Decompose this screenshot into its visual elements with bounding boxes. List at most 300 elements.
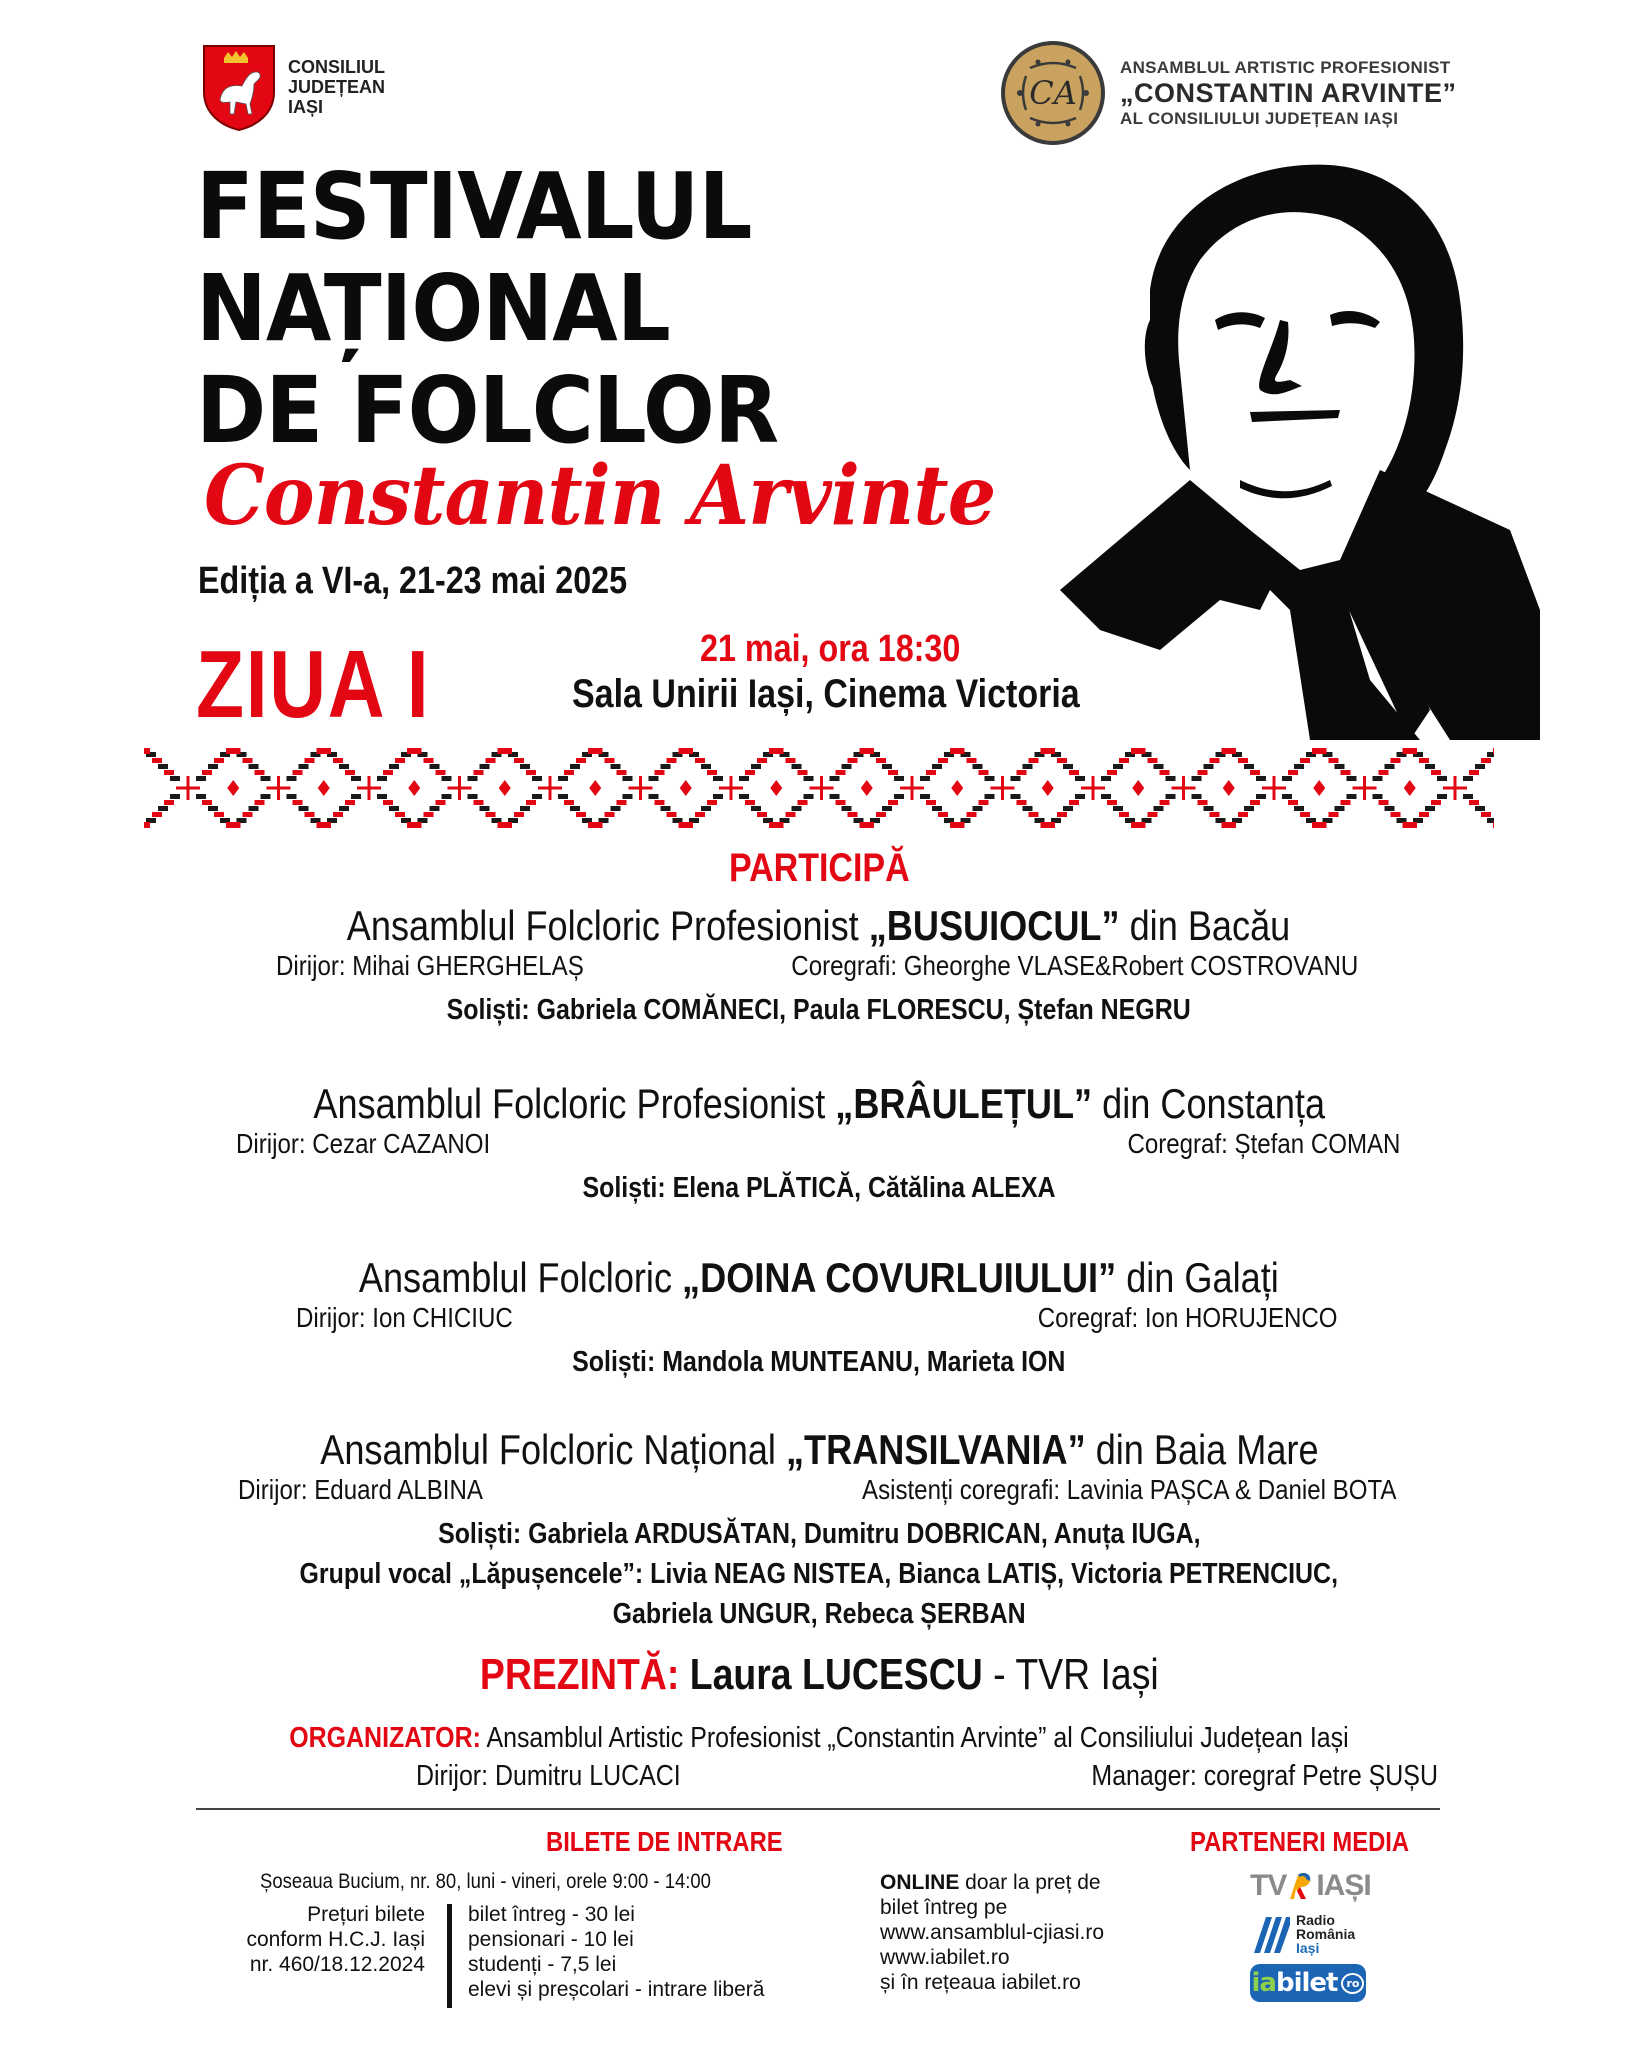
ornament-block [333,758,343,763]
ornament-star-motif [1319,748,1411,828]
folk-ornament-band [144,746,1494,830]
ornament-leaf [1228,822,1236,828]
ornament-diamond [861,780,873,796]
ornament-block [480,806,490,811]
ornament-leaf [1319,748,1327,754]
tickets-heading: BILETE DE INTRARE [546,1826,783,1857]
ornament-leaf [595,822,603,828]
ornament-block [695,758,705,763]
ornament-leaf [1493,748,1494,754]
ornament-block [1294,764,1304,769]
ornament-cross [458,776,461,800]
ornament-block [830,776,840,781]
ornament-block [345,770,355,775]
ornament-block [967,812,977,817]
ornament-star-motif [1228,748,1320,828]
ornament-leaf [957,822,965,828]
ornament-star-motif [323,748,415,828]
ornament-block [667,812,677,817]
ornament-block [436,770,446,775]
choreographer: Coregraf: Ion HORUJENCO [1038,1302,1338,1333]
ornament-cross [730,776,733,800]
ornament-star-motif [1138,748,1230,828]
ornament-leaf [1138,822,1146,828]
ornament-block [739,794,749,799]
ornament-block [377,794,387,799]
ornament-diamond [1132,780,1144,796]
ornament-leaf [323,748,331,754]
ornament-block [1154,806,1164,811]
conductor: Dirijor: Mihai GHERGHELAȘ [276,950,584,981]
ornament-block [920,794,930,799]
ornament-block [1385,806,1395,811]
ornament-block [287,776,297,781]
ensemble-title: Ansamblul Folcloric Național „TRANSILVANIA” din Baia Mare [319,1426,1319,1473]
price-reference: Prețuri bilete conform H.C.J. Iași nr. 460/18.12.2024 [246,1903,425,1976]
ornament-cross [1273,776,1276,800]
ornament-block [532,794,542,799]
ornament-block [424,758,434,763]
ornament-block [836,770,846,775]
ornament-block [474,800,484,805]
price-item: bilet întreg - 30 lei [468,1903,635,1926]
ornament-leaf [414,748,422,754]
ornament-block [1425,764,1435,769]
council-name: CONSILIUL JUDEȚEAN IAȘI [288,57,386,117]
ornament-block [932,806,942,811]
ornament-block [287,794,297,799]
ornament-block [894,794,904,799]
ornament-block [514,758,524,763]
ornament-block [1238,758,1248,763]
ornament-block [1256,776,1266,781]
ornament-diamond [318,780,330,796]
ornament-block [1419,758,1429,763]
ornament-star-motif [414,748,506,828]
ornament-block [1113,764,1123,769]
ornament-block [1282,776,1292,781]
ornament-star-motif [1409,748,1494,828]
ornament-block [1069,770,1079,775]
ornament-block [792,806,802,811]
ornament-diamond [1313,780,1325,796]
ornament-block [351,776,361,781]
ornament-block [383,800,393,805]
ornament-block [214,812,224,817]
ornament-block [1250,800,1260,805]
ornament-block [617,770,627,775]
ornament-leaf [685,822,693,828]
ornament-block [202,800,212,805]
ornament-block [894,776,904,781]
ornament-block [842,806,852,811]
ornament-block [1481,758,1491,763]
ornament-block [1379,770,1389,775]
ensemble-roles [0,950,1638,990]
ornament-block [842,764,852,769]
ornament-block [576,812,586,817]
ornament-block [786,758,796,763]
ornament-block [938,812,948,817]
ornament-block [1057,758,1067,763]
tvr-r-icon [1288,1871,1314,1901]
radio-romania-iasi-logo: Radio România Iași [1250,1912,1380,1956]
council-logo [200,42,385,132]
ornament-block [249,806,259,811]
ornament-block [442,794,452,799]
ornament-block [1329,812,1339,817]
ornament-block [1335,806,1345,811]
ornament-leaf [233,822,241,828]
ornament-cross [639,776,642,800]
ornament-block [1023,806,1033,811]
ornament-diamond [951,780,963,796]
ornament-block [345,800,355,805]
ornament-leaf [866,748,874,754]
ornament-leaf [504,822,512,828]
ornament-cross [1092,776,1095,800]
ornament-star-motif [595,748,687,828]
ensemble-logo [1000,40,1457,146]
ornament-diamond [589,780,601,796]
ornament-diamond [1223,780,1235,796]
ornament-star-motif [776,748,868,828]
media-partners-heading: PARTENERI MEDIA [1190,1826,1410,1857]
portrait-illustration [1040,150,1540,740]
ornament-leaf [144,748,150,754]
ornament-cross [368,776,371,800]
presenter-line: PREZINTĂ: Laura LUCESCU - TVR Iași [479,1650,1159,1699]
ornament-block [888,770,898,775]
ornament-diamond [227,780,239,796]
ornament-block [1101,794,1111,799]
ornament-block [1475,764,1485,769]
ornament-block [655,800,665,805]
ornament-block [293,800,303,805]
ornament-block [804,794,814,799]
ornament-block [1425,806,1435,811]
ornament-block [979,800,989,805]
ornament-block [701,806,711,811]
ornament-block [1256,794,1266,799]
ornament-block [701,764,711,769]
festival-title: FESTIVALUL NAȚIONAL DE FOLCLOR [196,153,779,464]
ensemble-emblem-icon [1000,40,1106,146]
ornament-block [558,776,568,781]
ornament-block [1160,770,1170,775]
ornament-block [1192,776,1202,781]
ornament-star-motif [144,748,234,828]
ornament-block [389,806,399,811]
ornament-leaf [776,822,784,828]
ornament-block [798,770,808,775]
ornament-star-motif [866,748,958,828]
organizer-manager: Manager: coregraf Petre ȘUȘU [1091,1760,1438,1792]
footer-divider [196,1808,1440,1810]
ornament-block [1481,812,1491,817]
ornament-block [1148,812,1158,817]
ornament-block [1347,776,1357,781]
ornament-block [745,770,755,775]
ornament-cross [1363,776,1366,800]
ornament-block [570,806,580,811]
assistant-choreographers: Asistenți coregrafi: Lavinia PAȘCA & Daniel BOTA [861,1474,1396,1505]
ensemble-title: Ansamblul Folcloric Profesionist „BUSUIOCUL” din Bacău [347,902,1291,949]
ornament-block [1329,758,1339,763]
ornament-block [305,812,315,817]
ornament-block [202,770,212,775]
ornament-block [667,758,677,763]
edition-dates: Ediția a VI-a, 21-23 mai 2025 [198,560,628,602]
ornament-block [661,764,671,769]
ornament-block [214,758,224,763]
ornament-diamond [408,780,420,796]
ornament-block [1198,800,1208,805]
ornament-block [1198,770,1208,775]
ornament-block [1373,776,1383,781]
conductor: Dirijor: Eduard ALBINA [238,1474,483,1505]
ornament-block [1487,752,1494,757]
ornament-leaf [1138,748,1146,754]
ornament-block [605,812,615,817]
ornament-block [713,794,723,799]
ornament-block [430,764,440,769]
ornament-block [1192,794,1202,799]
ornament-block [377,776,387,781]
price-separator [447,1904,452,2008]
ensemble-brauletul [0,1080,1638,1208]
ornament-cross [1001,776,1004,800]
ornament-block [351,794,361,799]
ornament-block [611,806,621,811]
ornament-block [1341,800,1351,805]
ornament-block [1244,764,1254,769]
ornament-leaf [414,822,422,828]
ornament-block [196,794,206,799]
ornament-block [1160,800,1170,805]
ornament-block [1437,794,1447,799]
ornament-block [1469,770,1479,775]
ornament-star-motif [233,748,325,828]
ornament-diamond [1404,780,1416,796]
ornament-block [1437,776,1447,781]
ornament-block [532,776,542,781]
ornament-block [1023,764,1033,769]
participants-heading: PARTICIPĂ [728,846,910,890]
ornament-block [395,758,405,763]
ornament-block [1294,806,1304,811]
ornament-diamond [499,780,511,796]
ornament-block [786,812,796,817]
ornament-block [1335,764,1345,769]
ornament-leaf [595,748,603,754]
ornament-block [804,776,814,781]
ornament-block [1469,800,1479,805]
ornament-block [514,812,524,817]
ornament-block [848,812,858,817]
ornament-leaf [1409,822,1417,828]
event-datetime: 21 mai, ora 18:30 [700,628,961,670]
ornament-block [1463,794,1473,799]
ornament-block [1250,770,1260,775]
ornament-diamond [680,780,692,796]
price-item: pensionari - 10 lei [468,1928,634,1951]
ensemble-roles [0,1302,1638,1342]
ornament-block [526,770,536,775]
ornament-leaf [1047,822,1055,828]
ornament-star-motif [685,748,777,828]
ornament-block [1107,800,1117,805]
soloists: Soliști: Mandola MUNTEANU, Marieta ION [572,1346,1066,1378]
ornament-block [751,764,761,769]
ornament-block [164,800,174,805]
ornament-block [208,806,218,811]
ornament-block [926,800,936,805]
ornament-block [882,764,892,769]
link-iabilet[interactable]: www.iabilet.ro [880,1946,1010,1969]
price-list [468,1902,764,2002]
ornament-block [383,770,393,775]
ornament-block [1075,776,1085,781]
ornament-block [486,812,496,817]
ornament-leaf [1493,822,1494,828]
ensemble-roles [0,1128,1638,1168]
ornament-block [1475,806,1485,811]
ornament-block [261,776,271,781]
ornament-diamond [1042,780,1054,796]
ornament-block [973,764,983,769]
ornament-block [299,806,309,811]
conductor: Dirijor: Cezar CAZANOI [236,1128,491,1159]
ornament-block [623,794,633,799]
ornament-block [661,806,671,811]
festival-patron-name: Constantin Arvinte [204,448,996,544]
ornament-block [938,758,948,763]
ornament-block [985,776,995,781]
ornament-block [1204,764,1214,769]
ornament-block [707,770,717,775]
ornament-star-motif [957,748,1049,828]
ornament-block [339,764,349,769]
coat-of-arms-horse-icon [200,42,278,132]
ornament-block [1431,800,1441,805]
ornament-cross [1182,776,1185,800]
ornament-block [1063,764,1073,769]
ornament-cross [549,776,552,800]
ornament-block [932,764,942,769]
ornament-block [1119,812,1129,817]
online-tickets: ONLINE doar la preț de bilet întreg pe www.ansamblul-cjiasi.ro www.iabilet.ro și în rețeaua iabilet.ro [880,1871,1105,1994]
ornament-leaf [1319,822,1327,828]
ornament-block [617,800,627,805]
ornament-diamond [770,780,782,796]
ornament-block [1244,806,1254,811]
ornament-block [605,758,615,763]
ornament-block [152,758,162,763]
ornament-block [576,758,586,763]
ornament-block [1391,812,1401,817]
ornament-block [1107,770,1117,775]
ornament-block [882,806,892,811]
ornament-block [1011,776,1021,781]
ornament-block [520,806,530,811]
ensemble-name: ANSAMBLUL ARTISTIC PROFESIONIST „CONSTANTIN ARVINTE” AL CONSILIULUI JUDEȚEAN IAȘI [1120,57,1457,128]
ornament-block [1166,776,1176,781]
ornament-block [474,770,484,775]
ornament-block [649,794,659,799]
ornament-block [333,812,343,817]
ornament-block [564,770,574,775]
ornament-block [1373,794,1383,799]
radio-waves-icon [1250,1913,1290,1955]
ornament-block [695,812,705,817]
ornament-block [1075,794,1085,799]
ornament-leaf [144,822,150,828]
ornament-cross [1454,776,1457,800]
ornament-block [757,758,767,763]
ornament-leaf [776,748,784,754]
ornament-block [1063,806,1073,811]
ornament-block [389,764,399,769]
ornament-block [1288,770,1298,775]
ornament-cross [187,776,190,800]
ornament-block [649,776,659,781]
ornament-star-motif [504,748,596,828]
event-venue: Sala Unirii Iași, Cinema Victoria [572,672,1080,716]
ornament-block [1113,806,1123,811]
ornament-block [1282,794,1292,799]
ornament-block [570,764,580,769]
ornament-block [1238,812,1248,817]
ornament-block [876,758,886,763]
ornament-leaf [504,748,512,754]
ornament-block [520,764,530,769]
organizer-line: ORGANIZATOR: Ansamblul Artistic Profesionist „Constantin Arvinte” al Consiliului Județean Iași [289,1722,1349,1754]
ornament-block [526,800,536,805]
ornament-block [1119,758,1129,763]
ornament-block [836,800,846,805]
ticket-office-address: Șoseaua Bucium, nr. 80, luni - vineri, orele 9:00 - 14:00 [260,1870,711,1893]
price-item: studenți - 7,5 lei [468,1953,617,1976]
ornament-block [261,794,271,799]
ensemble-title: Ansamblul Folcloric „DOINA COVURLUIULUI” din Galați [359,1254,1279,1301]
ornament-block [299,764,309,769]
ornament-block [170,776,180,781]
ornament-block [1101,776,1111,781]
ornament-cross [820,776,823,800]
conductor: Dirijor: Ion CHICIUC [296,1302,513,1333]
ornament-block [564,800,574,805]
ornament-block [611,764,621,769]
ornament-block [1017,770,1027,775]
ornament-block [798,800,808,805]
ornament-block [1069,800,1079,805]
ornament-block [1341,770,1351,775]
ornament-cross [911,776,914,800]
media-partners [1250,1866,1380,2002]
ornament-block [339,806,349,811]
svg-text:CA: CA [1029,74,1077,112]
ornament-star-motif [1047,748,1139,828]
ornament-block [1204,806,1214,811]
link-ansamblul[interactable]: www.ansamblul-cjiasi.ro [880,1921,1105,1944]
ornament-block [436,800,446,805]
ornament-block [1029,758,1039,763]
ornament-block [876,812,886,817]
ornament-leaf [323,822,331,828]
ornament-block [739,776,749,781]
ornament-block [1347,794,1357,799]
